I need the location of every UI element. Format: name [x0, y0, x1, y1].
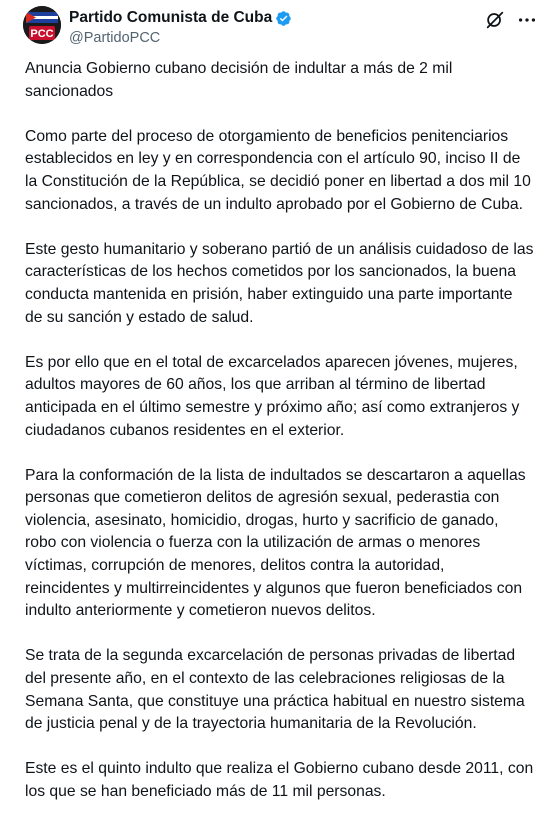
author-name-row — [69, 9, 292, 27]
author-avatar[interactable] — [23, 6, 61, 44]
pcc-logo-icon — [23, 6, 61, 44]
post-paragraph: Se trata de la segunda excarcelación de personas privadas de libertad del presente año, en el contexto de las celebraciones religiosas de la Semana Santa, que constituye una práctica habitual en nuestro sistema de justicia penal y de la trayectoria humanitaria de la Revolución. — [25, 647, 525, 733]
post-paragraph: Es por ello que en el total de excarcelados aparecen jóvenes, mujeres, adultos mayores de 60 años, los que arriban al término de libertad anticipada en el último semestre y próximo año; así como extranjeros y ciudadanos cubanos residentes en el exterior. — [25, 353, 520, 439]
author-display-name[interactable]: Partido Comunista de Cuba — [69, 9, 273, 26]
more-options-icon[interactable] — [516, 9, 538, 31]
post-text — [25, 58, 535, 826]
post-paragraph: Como parte del proceso de otorgamiento de beneficios penitenciarios establecidos en ley y en correspondencia con el artículo 90, inciso II de la Constitución de la República, se decidió poner en libertad a dos mil 10 sancionados, a través de un indulto aprobado por el Gobierno de Cuba. — [25, 127, 531, 213]
post-paragraph: Este es el quinto indulto que realiza el Gobierno cubano desde 2011, con los que se han beneficiado más de 11 mil personas. — [25, 760, 534, 800]
grok-icon[interactable] — [484, 9, 506, 31]
svg-text:PCC: PCC — [30, 28, 54, 40]
post-paragraph: Este gesto humanitario y soberano partió de un análisis cuidadoso de las características de los hechos cometidos por los sancionados, la buena conducta mantenida en prisión, haber extinguido una parte importante de su sanción y estado de salud. — [25, 240, 534, 326]
post-paragraph: Para la conformación de la lista de indultados se descartaron a aquellas personas que cometieron delitos de agresión sexual, pederastia con violencia, asesinato, homicidio, drogas, hurto y sacrificio de ganado, robo con violencia o fuerza con la utilización de armas o menores víctimas, corrupción de menores, delitos contra la autoridad, reincidentes y multirreincidentes y algunos que fueron beneficiados con indulto anteriormente y cometieron nuevos delitos. — [25, 466, 526, 620]
author-handle[interactable]: @PartidoPCC — [69, 30, 161, 46]
post-header — [0, 0, 556, 52]
verified-badge-icon[interactable] — [275, 10, 292, 27]
post-headline: Anuncia Gobierno cubano decisión de indultar a más de 2 mil sancionados — [25, 60, 453, 100]
